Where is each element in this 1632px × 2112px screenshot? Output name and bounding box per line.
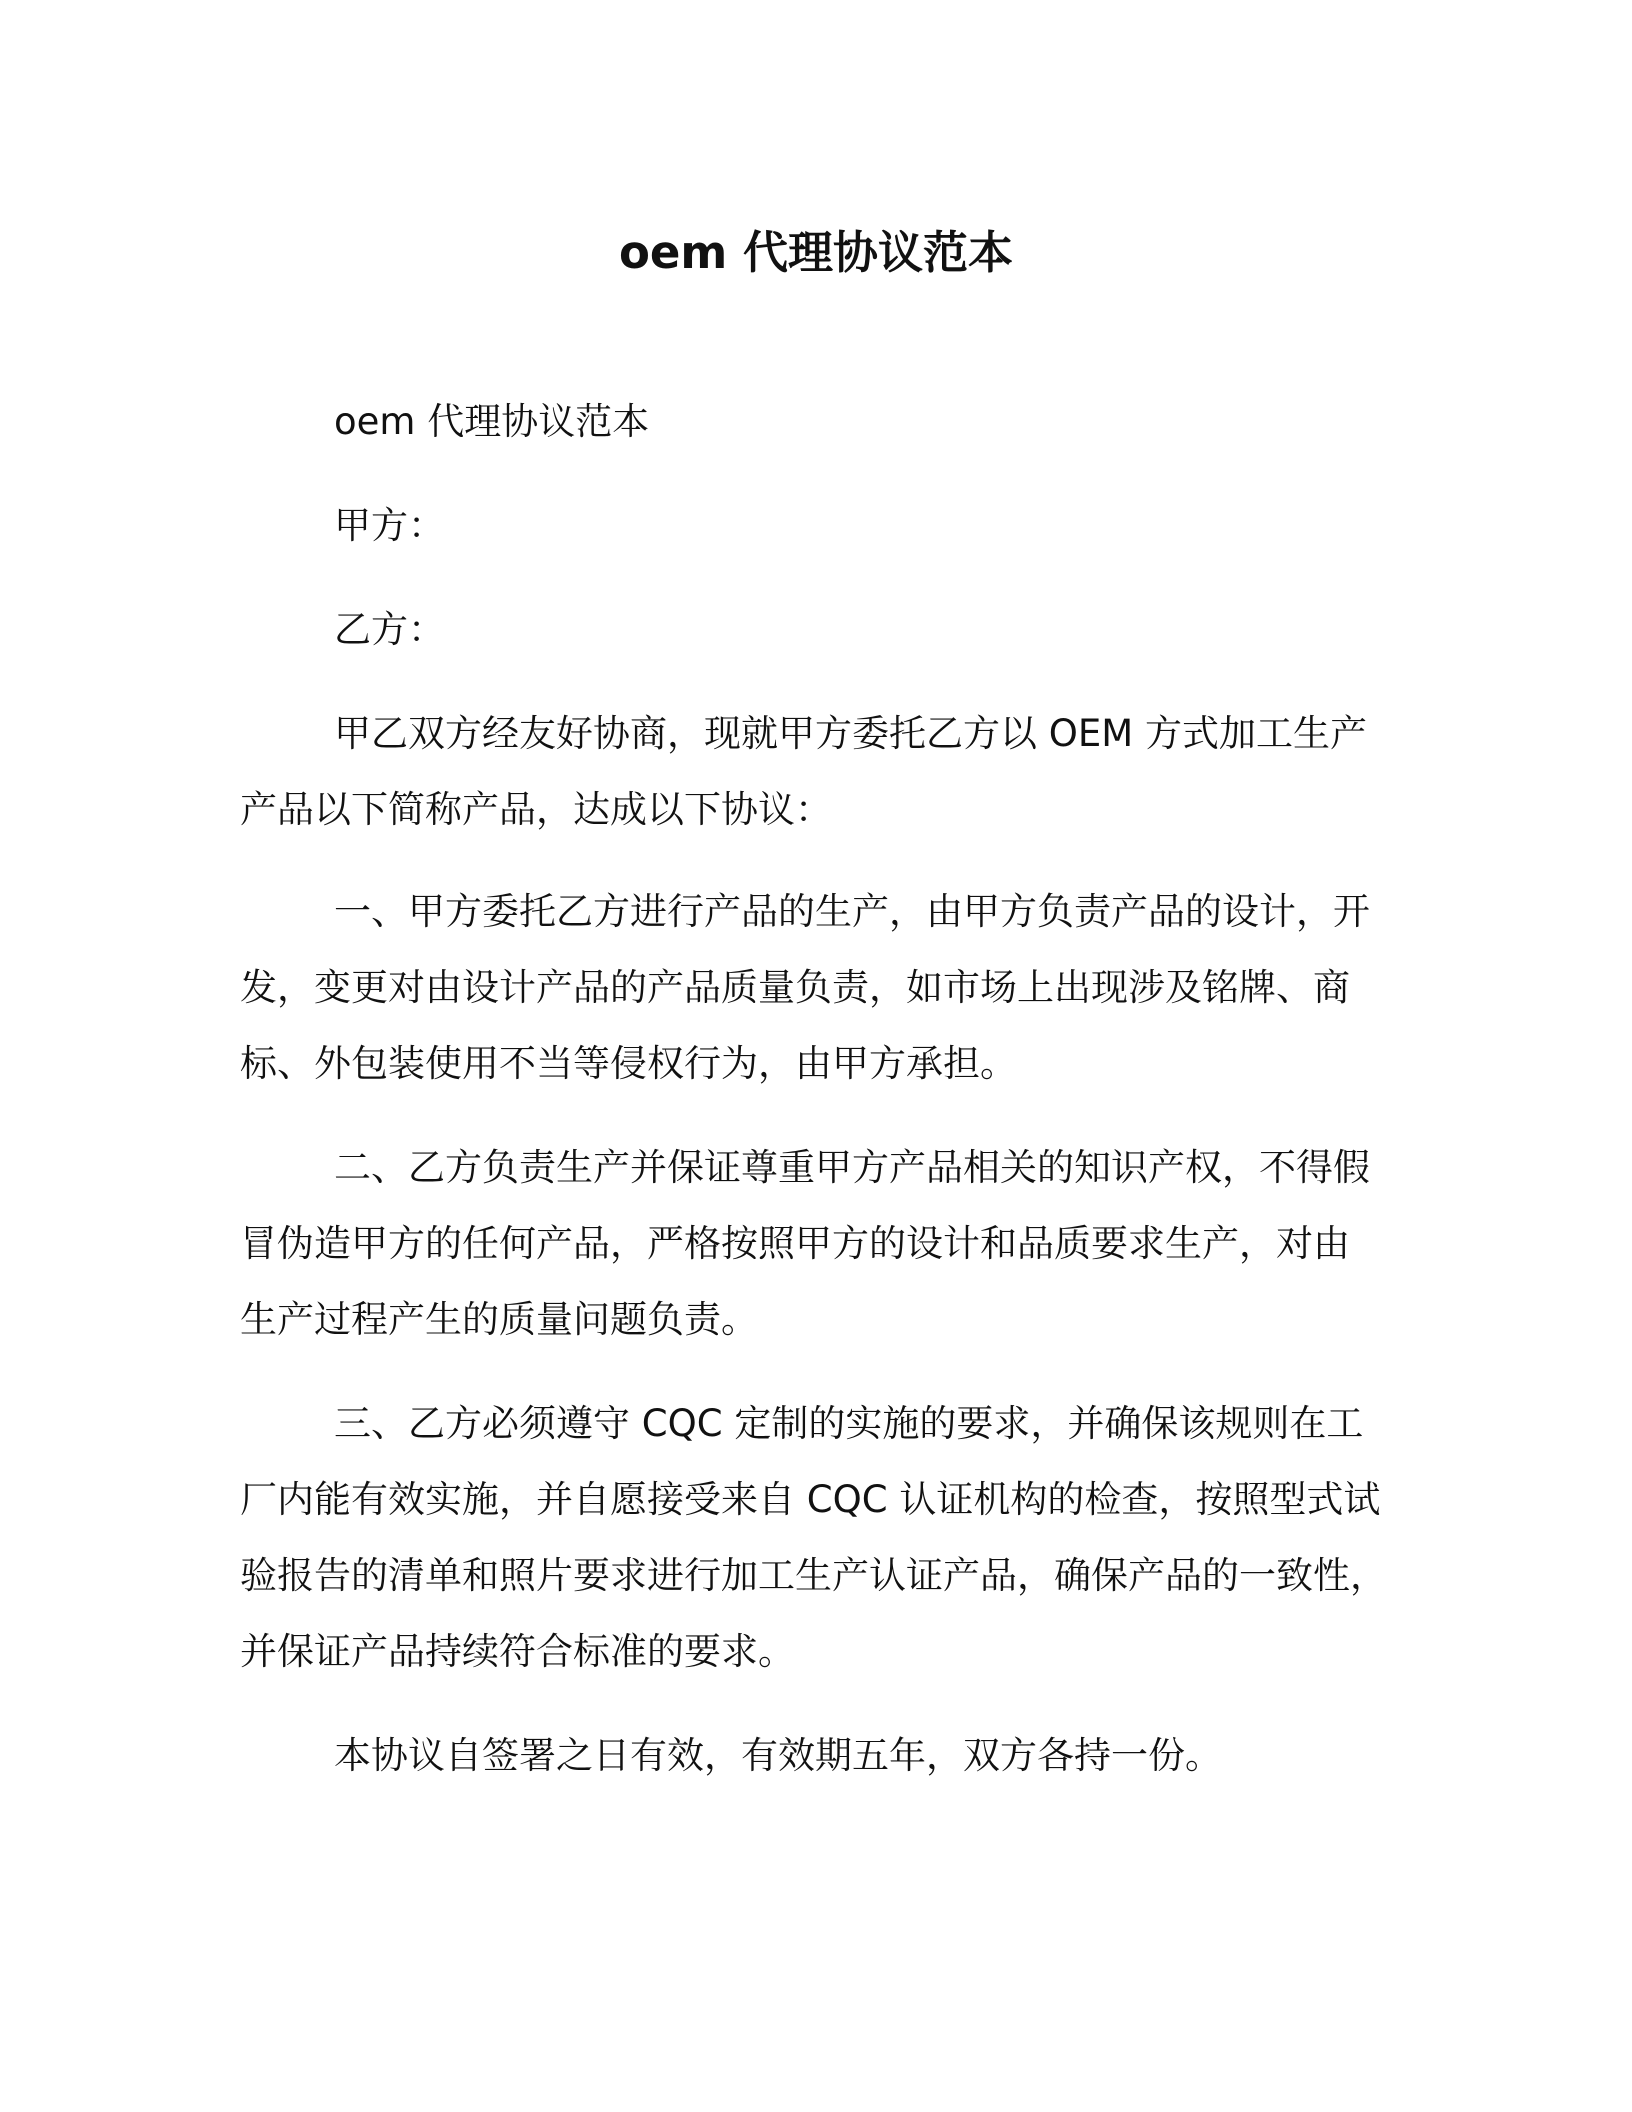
paragraph-line: 三、乙方必须遵守 CQC 定制的实施的要求，并确保该规则在工: [334, 1402, 1364, 1445]
paragraph-line: 生产过程产生的质量问题负责。: [240, 1298, 758, 1341]
paragraph-line: 发，变更对由设计产品的产品质量负责，如市场上出现涉及铭牌、商: [240, 966, 1350, 1009]
party-a-label: 甲方：: [334, 504, 445, 547]
closing-paragraph: 本协议自签署之日有效，有效期五年，双方各持一份。: [334, 1734, 1222, 1777]
paragraph-line: 一、甲方委托乙方进行产品的生产，由甲方负责产品的设计，开: [334, 890, 1370, 933]
paragraph-line: 并保证产品持续符合标准的要求。: [240, 1630, 795, 1673]
paragraph-line: 甲乙双方经友好协商，现就甲方委托乙方以 OEM 方式加工生产: [334, 712, 1367, 755]
paragraph-line: 冒伪造甲方的任何产品，严格按照甲方的设计和品质要求生产，对由: [240, 1222, 1350, 1265]
paragraph-line: 厂内能有效实施，并自愿接受来自 CQC 认证机构的检查，按照型式试: [240, 1478, 1381, 1521]
party-b-label: 乙方：: [334, 608, 445, 651]
paragraph-line: 验报告的清单和照片要求进行加工生产认证产品，确保产品的一致性，: [240, 1554, 1387, 1597]
document-title: oem 代理协议范本: [619, 226, 1013, 279]
paragraph-line: 二、乙方负责生产并保证尊重甲方产品相关的知识产权，不得假: [334, 1146, 1370, 1189]
document-subtitle: oem 代理协议范本: [334, 400, 650, 443]
paragraph-line: 标、外包装使用不当等侵权行为，由甲方承担。: [240, 1042, 1017, 1085]
paragraph-line: 产品以下简称产品，达成以下协议：: [240, 788, 832, 831]
